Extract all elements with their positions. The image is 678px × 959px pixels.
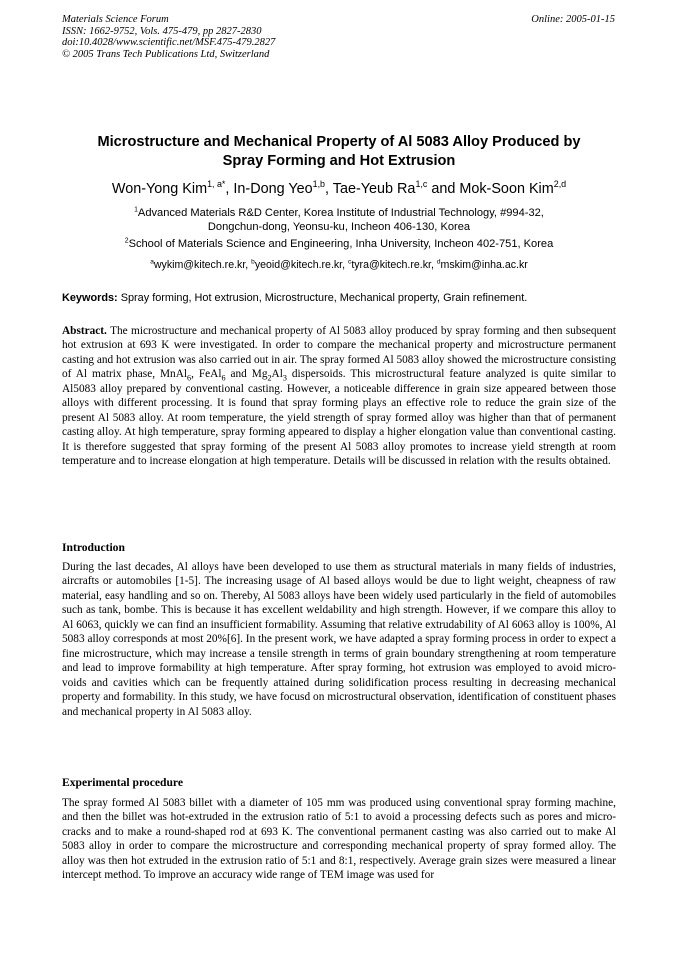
author-superscript: 1,b [312, 179, 326, 190]
keywords-text: Spray forming, Hot extrusion, Microstructure, Mechanical property, Grain refinement. [117, 292, 528, 304]
affiliation-2 [62, 237, 616, 251]
experimental-paragraph: The spray formed Al 5083 billet with a diameter of 105 mm was produced using conventional spray forming machine, and then the billet was hot-extruded in the extrusion ratio of 5:1 to avoid a processing defects such as pores and micro-cracks and to make a round-shaped rod at 693 K. The conventional permanent casting was also carried out to make Al 5083 alloy in order to compare the microstructure and corresponding mechanical property of spray formed alloy. The alloy was then hot extruded in the extrusion ratio of 5:1 and 8:1, respectively. Average grain sizes were measured a linear intercept method. To improve an accuracy wide range of TEM image was used for [62, 797, 616, 882]
copyright-line: © 2005 Trans Tech Publications Ltd, Switzerland [62, 48, 270, 60]
paper-title [62, 133, 616, 171]
author-name: Tae-Yeub Ra [332, 181, 416, 197]
subscript: 3 [282, 373, 287, 383]
experimental-heading: Experimental procedure [62, 776, 183, 789]
email-superscript: d [436, 258, 441, 266]
author-superscript: 1,c [415, 179, 428, 190]
author-separator: and [427, 181, 460, 197]
title-line-2: Spray Forming and Hot Extrusion [222, 153, 456, 169]
introduction-paragraph: During the last decades, Al alloys have been developed to use them as structural materials in many fields of industries, aircrafts or automobiles [1-5]. The increasing usage of Al based alloys would be due to light weight, cheapness of raw material, easy handling and so on. Thereby, Al 5083 alloys have been widely used particularly in the field of automobiles such as tank, bombe. This is because it has excellent weldability and high strength. However, if we compare this alloy to Al 6063, quickly we can find an insufficient formability. Assuming that relative extrudability of Al 6063 alloy is 100%, Al 5083 alloy corresponds at most 20%[6]. In the present work, we have adapted a spray forming process in order to expect a fine microstructure, which may increase a tensile strength in terms of grain boundary strengthening at room temperature and lead to improve formability at high temperature. After spray forming, hot extrusion was employed to avoid micro-voids and cavities which can be frequently attained during solidification process resulting in decreasing mechanical property and formability. In this study, we have focusd on microstructural observation, identification of constituent phases and mechanical property in Al 5083 alloy. [62, 561, 616, 718]
email-separator: , [430, 259, 437, 271]
affiliation-line: Advanced Materials R&D Center, Korea Institute of Industrial Technology, #994-32, [137, 207, 544, 219]
subscript: 6 [221, 373, 226, 383]
email-separator: , [342, 259, 349, 271]
author-list [62, 180, 616, 198]
email-address: tyra@kitech.re.kr [351, 259, 431, 271]
subscript: 6 [187, 373, 192, 383]
affiliation-number: 2 [124, 237, 129, 245]
author-separator: , [225, 181, 234, 197]
author-separator: , [325, 181, 333, 197]
abstract-text: dispersoids. This microstructural feature analyzed is quite similar to Al5083 alloy prepared by conventional casting. However, a noticeable difference in grain size appeared between those alloys with different processing. It is found that spray forming plays an effective role to reduce the grain size of the present Al 5083 alloy. At room temperature, the yield strength of spray formed alloy was higher than that of permanent casting alloy. At high temperature, spray forming appeared to display a higher elongation value than conventional casting. It is therefore suggested that spray forming of the present Al 5083 alloy promotes to increase yield strength at room temperature and to increase elongation at high temperature. Details will be discussed in relation with the results obtained. [62, 368, 617, 468]
email-separator: , [245, 259, 252, 271]
email-list [62, 258, 616, 272]
title-line-1: Microstructure and Mechanical Property of Al 5083 Alloy Produced by [97, 134, 581, 150]
author-superscript: 2,d [553, 179, 567, 190]
issn-line: ISSN: 1662-9752, Vols. 475-479, pp 2827-2830 [62, 25, 262, 37]
journal-name: Materials Science Forum [62, 14, 169, 25]
abstract-text: The microstructure and mechanical property of Al 5083 alloy produced by spray forming and then subsequent hot extrusion at 693 K were investigated. In order to compare the mechanical property and microstructure permanent casting and hot extrusion was also carried out in air. The spray formed Al 5083 alloy showed the microstructure consisting of Al matrix phase, MnAl [62, 325, 616, 381]
email-superscript: b [251, 258, 255, 266]
affiliation-line: Dongchun-dong, Yeonsu-ku, Incheon 406-130, Korea [207, 221, 471, 234]
email-superscript: c [348, 258, 352, 266]
keywords-label: Keywords: [62, 292, 118, 304]
email-address: mskim@inha.ac.kr [440, 259, 528, 271]
affiliation-1 [62, 206, 616, 235]
abstract-text: , FeAl [191, 368, 222, 381]
email-address: yeoid@kitech.re.kr [254, 259, 343, 271]
doi-line: doi:10.4028/www.scientific.net/MSF.475-479.2827 [62, 37, 276, 49]
affiliation-line: School of Materials Science and Engineering, Inha University, Incheon 402-751, Korea [128, 238, 554, 250]
email-superscript: a [150, 258, 154, 266]
subscript: 2 [267, 373, 272, 383]
publication-info [62, 14, 275, 60]
email-address: wykim@kitech.re.kr [153, 259, 246, 271]
author-superscript: 1, a* [207, 179, 226, 190]
online-date: Online: 2005-01-15 [531, 14, 615, 25]
author-name: In-Dong Yeo [233, 181, 313, 197]
abstract-text: Al [271, 368, 283, 381]
affiliation-number: 1 [134, 206, 138, 214]
abstract-label: Abstract. [62, 325, 107, 337]
author-name: Mok-Soon Kim [459, 181, 554, 197]
abstract-paragraph [62, 324, 616, 469]
author-name: Won-Yong Kim [111, 181, 208, 197]
introduction-heading: Introduction [62, 541, 125, 554]
keywords [62, 291, 616, 305]
abstract-text: and Mg [225, 368, 268, 381]
